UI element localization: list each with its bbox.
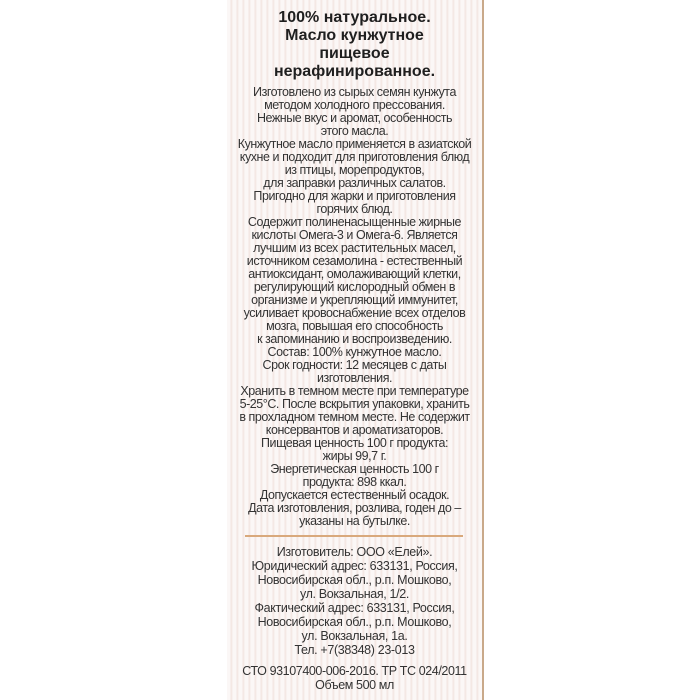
description-line: для заправки различных салатов. xyxy=(263,176,446,190)
description-line: источником сезамолина - естественный xyxy=(246,254,463,268)
manufacturer-info xyxy=(217,545,492,657)
description-line: Содержит полиненасыщенные жирные xyxy=(247,215,462,229)
description-line: этого масла. xyxy=(320,124,389,138)
description-line: к запоминанию и воспроизведению. xyxy=(257,332,452,346)
product-title xyxy=(227,9,482,81)
description-line: кухне и подходит для приготовления блюд xyxy=(239,150,470,164)
description-line: жиры 99,7 г. xyxy=(322,449,387,463)
manufacturer-line: ул. Вокзальная, 1/2. xyxy=(299,587,410,601)
description-line: Нежные вкус и аромат, особенность xyxy=(256,111,453,125)
description-line: в прохладном темном месте. Не содержит xyxy=(239,410,470,424)
title-line: Масло кунжутное xyxy=(285,27,424,44)
description-line: Пищевая ценность 100 г продукта: xyxy=(261,436,448,450)
description-line: усиливает кровоснабжение всех отделов xyxy=(243,306,466,320)
product-description xyxy=(217,86,492,528)
description-line: Состав: 100% кунжутное масло. xyxy=(267,345,442,359)
description-line: регулирующий кислородный обмен в xyxy=(253,280,456,294)
description-line: лучшим из всех растительных масел, xyxy=(253,241,456,255)
description-line: горячих блюд. xyxy=(316,202,393,216)
standard-line: СТО 93107400-006-2016. ТР ТС 024/2011 xyxy=(242,664,467,678)
description-line: 5-25°С. После вскрытия упаковки, хранить xyxy=(239,397,470,411)
description-line: антиоксидант, омолаживающий клетки, xyxy=(248,267,461,281)
description-line: Энергетическая ценность 100 г xyxy=(270,462,439,476)
manufacturer-line: Тел. +7(38348) 23-013 xyxy=(294,643,415,657)
description-line: из птицы, морепродуктов, xyxy=(284,163,425,177)
manufacturer-line: Изготовитель: ООО «Елей». xyxy=(276,545,433,559)
description-line: Кунжутное масло применяется в азиатской xyxy=(237,137,472,151)
description-line: Дата изготовления, розлива, годен до – xyxy=(248,501,461,515)
manufacturer-line: ул. Вокзальная, 1а. xyxy=(301,629,408,643)
description-line: Изготовлено из сырых семян кунжута xyxy=(253,85,456,99)
description-line: Пригодно для жарки и приготовления xyxy=(253,189,456,203)
description-line: изготовления. xyxy=(316,371,393,385)
description-line: методом холодного прессования. xyxy=(264,98,445,112)
description-line: продукта: 898 ккал. xyxy=(302,475,407,489)
manufacturer-line: Новосибирская обл., р.п. Мошково, xyxy=(257,615,452,629)
description-line: Хранить в темном месте при температуре xyxy=(240,384,469,398)
standard-line: Объем 500 мл xyxy=(315,678,394,692)
title-line: 100% натуральное. xyxy=(278,9,431,26)
title-line: пищевое xyxy=(319,45,390,62)
manufacturer-line: Новосибирская обл., р.п. Мошково, xyxy=(257,573,452,587)
divider xyxy=(245,535,463,537)
manufacturer-line: Фактический адрес: 633131, Россия, xyxy=(254,601,455,615)
description-line: мозга, повышая его способность xyxy=(266,319,443,333)
product-label xyxy=(227,0,484,700)
title-line: нерафинированное. xyxy=(273,63,436,80)
standard-and-volume xyxy=(217,664,492,692)
description-line: консервантов и ароматизаторов. xyxy=(265,423,444,437)
description-line: указаны на бутылке. xyxy=(299,514,410,528)
description-line: Срок годности: 12 месяцев с даты xyxy=(262,358,447,372)
manufacturer-line: Юридический адрес: 633131, Россия, xyxy=(251,559,458,573)
description-line: организме и укрепляющий иммунитет, xyxy=(251,293,458,307)
description-line: Допускается естественный осадок. xyxy=(259,488,450,502)
description-line: кислоты Омега-3 и Омега-6. Является xyxy=(251,228,458,242)
